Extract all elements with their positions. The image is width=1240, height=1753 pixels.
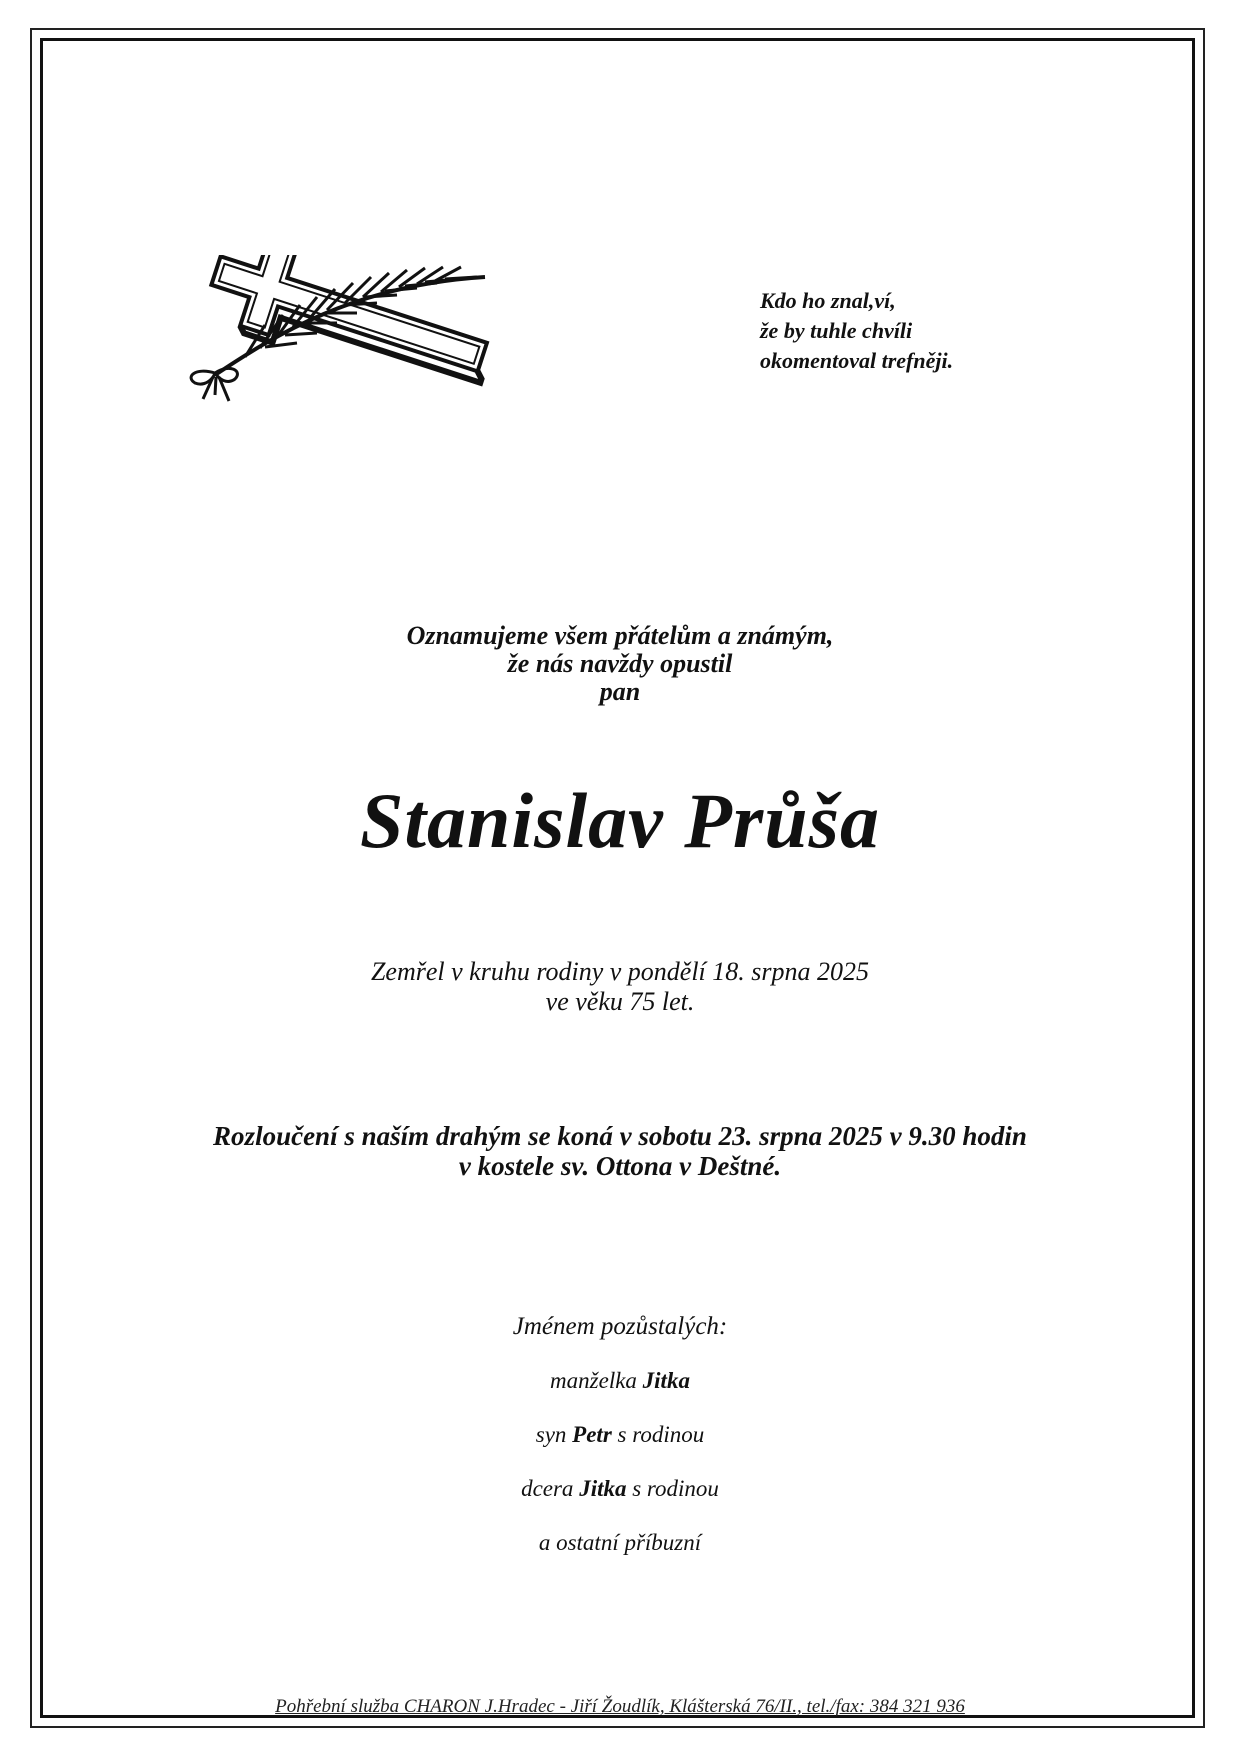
mourner-entry (80, 1422, 1160, 1448)
death-line: ve věku 75 let. (545, 987, 695, 1016)
deceased-name: Stanislav Průša (360, 777, 880, 864)
mourner-name: Petr (572, 1422, 612, 1447)
mourner-entry (80, 1530, 1160, 1556)
mourner-name: Jitka (579, 1476, 627, 1501)
mourner-relation: a ostatní příbuzní (538, 1530, 702, 1555)
funeral-details (80, 1121, 1160, 1181)
motto-line: že by tuhle chvíli (760, 318, 913, 343)
cross-with-palm-branch-icon (185, 255, 525, 405)
intro-line: pan (599, 677, 641, 706)
mourners-title: Jménem pozůstalých: (512, 1313, 728, 1340)
intro-line: že nás navždy opustil (507, 649, 733, 678)
announcement-intro (80, 622, 1160, 706)
motto-quote (760, 286, 1060, 376)
intro-line: Oznamujeme všem přátelům a známým, (406, 621, 834, 650)
mourner-suffix: s rodinou (632, 1476, 719, 1501)
funeral-service-footer: Pohřební služba CHARON J.Hradec - Jiří Žoudlík, Klášterská 76/II., tel./fax: 384 321 936 (275, 1696, 965, 1717)
mourner-suffix: s rodinou (617, 1422, 705, 1447)
mourner-entry (80, 1476, 1160, 1502)
death-notice (80, 957, 1160, 1017)
funeral-line: Rozloučení s naším drahým se koná v sobotu 23. srpna 2025 v 9.30 hodin (213, 1121, 1027, 1151)
death-line: Zemřel v kruhu rodiny v pondělí 18. srpna 2025 (370, 957, 870, 986)
motto-line: Kdo ho znal,ví, (760, 288, 896, 313)
mourner-relation: manželka (550, 1368, 637, 1393)
mourner-name: Jitka (642, 1368, 690, 1393)
motto-line: okomentoval trefněji. (760, 348, 954, 373)
funeral-line: v kostele sv. Ottona v Deštné. (458, 1151, 782, 1181)
mourner-relation: syn (535, 1422, 567, 1447)
mourner-entry (80, 1368, 1160, 1394)
mourner-relation: dcera (521, 1476, 574, 1501)
